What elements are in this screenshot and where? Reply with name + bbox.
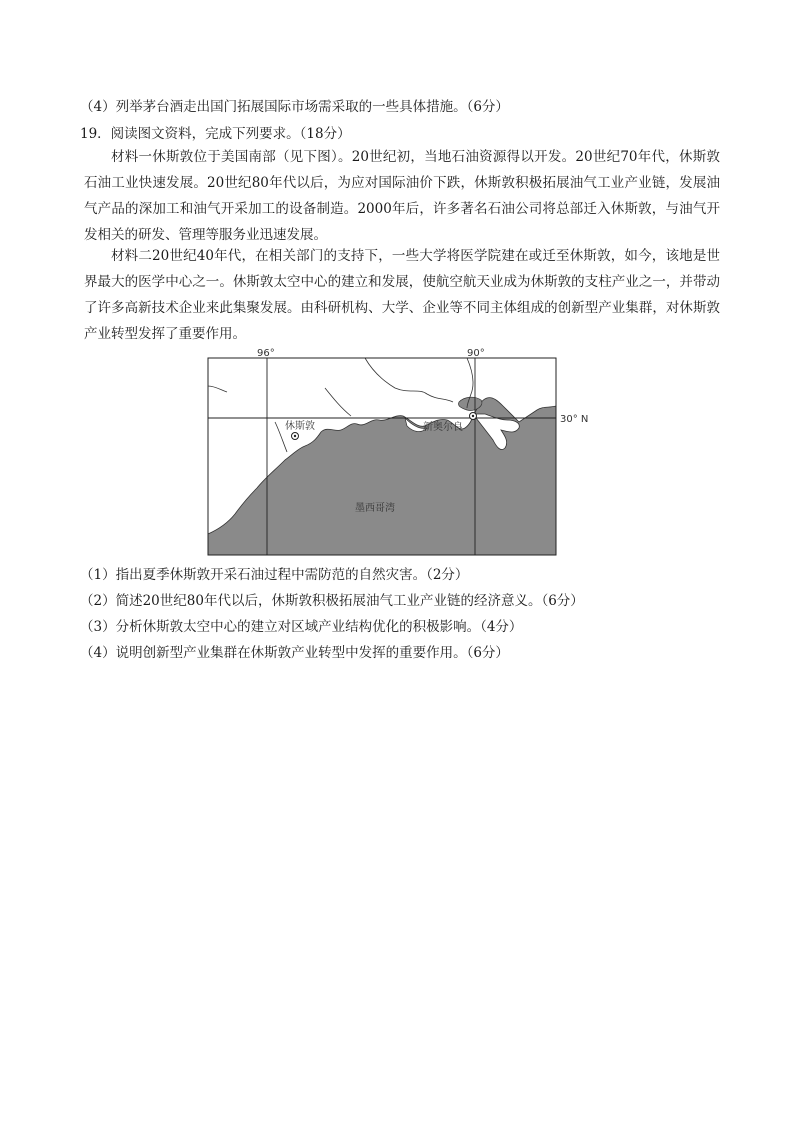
latitude-label-30n: 30° N — [560, 414, 589, 425]
question-1: （1）指出夏季休斯敦开采石油过程中需防范的自然灾害。（2分） — [80, 567, 469, 583]
question-2: （2）简述20世纪80年代以后，休斯敦积极拓展油气工业产业链的经济意义。（6分） — [80, 593, 584, 609]
houston-region-map — [205, 348, 605, 560]
houston-label: 休斯敦 — [285, 421, 315, 432]
material-one-paragraph: 材料一休斯敦位于美国南部（见下图）。20世纪初，当地石油资源得以开发。20世纪70年代，休斯敦石油工业快速发展。20世纪80年代以后，为应对国际油价下跌，休斯敦积极拓展油气工业产业链，发展油气产品的深加工和油气开采加工的设备制造。2000年后，许多著名石油公司将总部迁入休斯敦，与油气开发相关的研发、管理等服务业迅速发展。 — [84, 149, 720, 243]
houston-city-marker-dot — [294, 435, 296, 437]
new-orleans-city-marker-dot — [472, 415, 474, 417]
longitude-label-90: 90° — [467, 348, 485, 359]
question-4: （4）说明创新型产业集群在休斯敦产业转型中发挥的重要作用。（6分） — [80, 645, 509, 661]
new-orleans-label: 新奥尔良 — [423, 422, 463, 433]
material-two-paragraph: 材料二20世纪40年代，在相关部门的支持下，一些大学将医学院建在或迁至休斯敦，如今，该地是世界最大的医学中心之一。休斯敦太空中心的建立和发展，使航空航天业成为休斯敦的支柱产业之一，并带动了许多高新技术企业来此集聚发展。由科研机构、大学、企业等不同主体组成的创新型产业集群，对休斯敦产业转型发挥了重要作用。 — [84, 248, 720, 342]
gulf-of-mexico-label: 墨西哥湾 — [355, 503, 395, 514]
longitude-label-96: 96° — [257, 348, 275, 359]
question-3: （3）分析休斯敦太空中心的建立对区域产业结构优化的积极影响。（4分） — [80, 619, 523, 635]
q19-header: 19．阅读图文资料，完成下列要求。（18分） — [80, 126, 351, 142]
q18-part4-text: （4）列举茅台酒走出国门拓展国际市场需采取的一些具体措施。（6分） — [80, 99, 509, 115]
